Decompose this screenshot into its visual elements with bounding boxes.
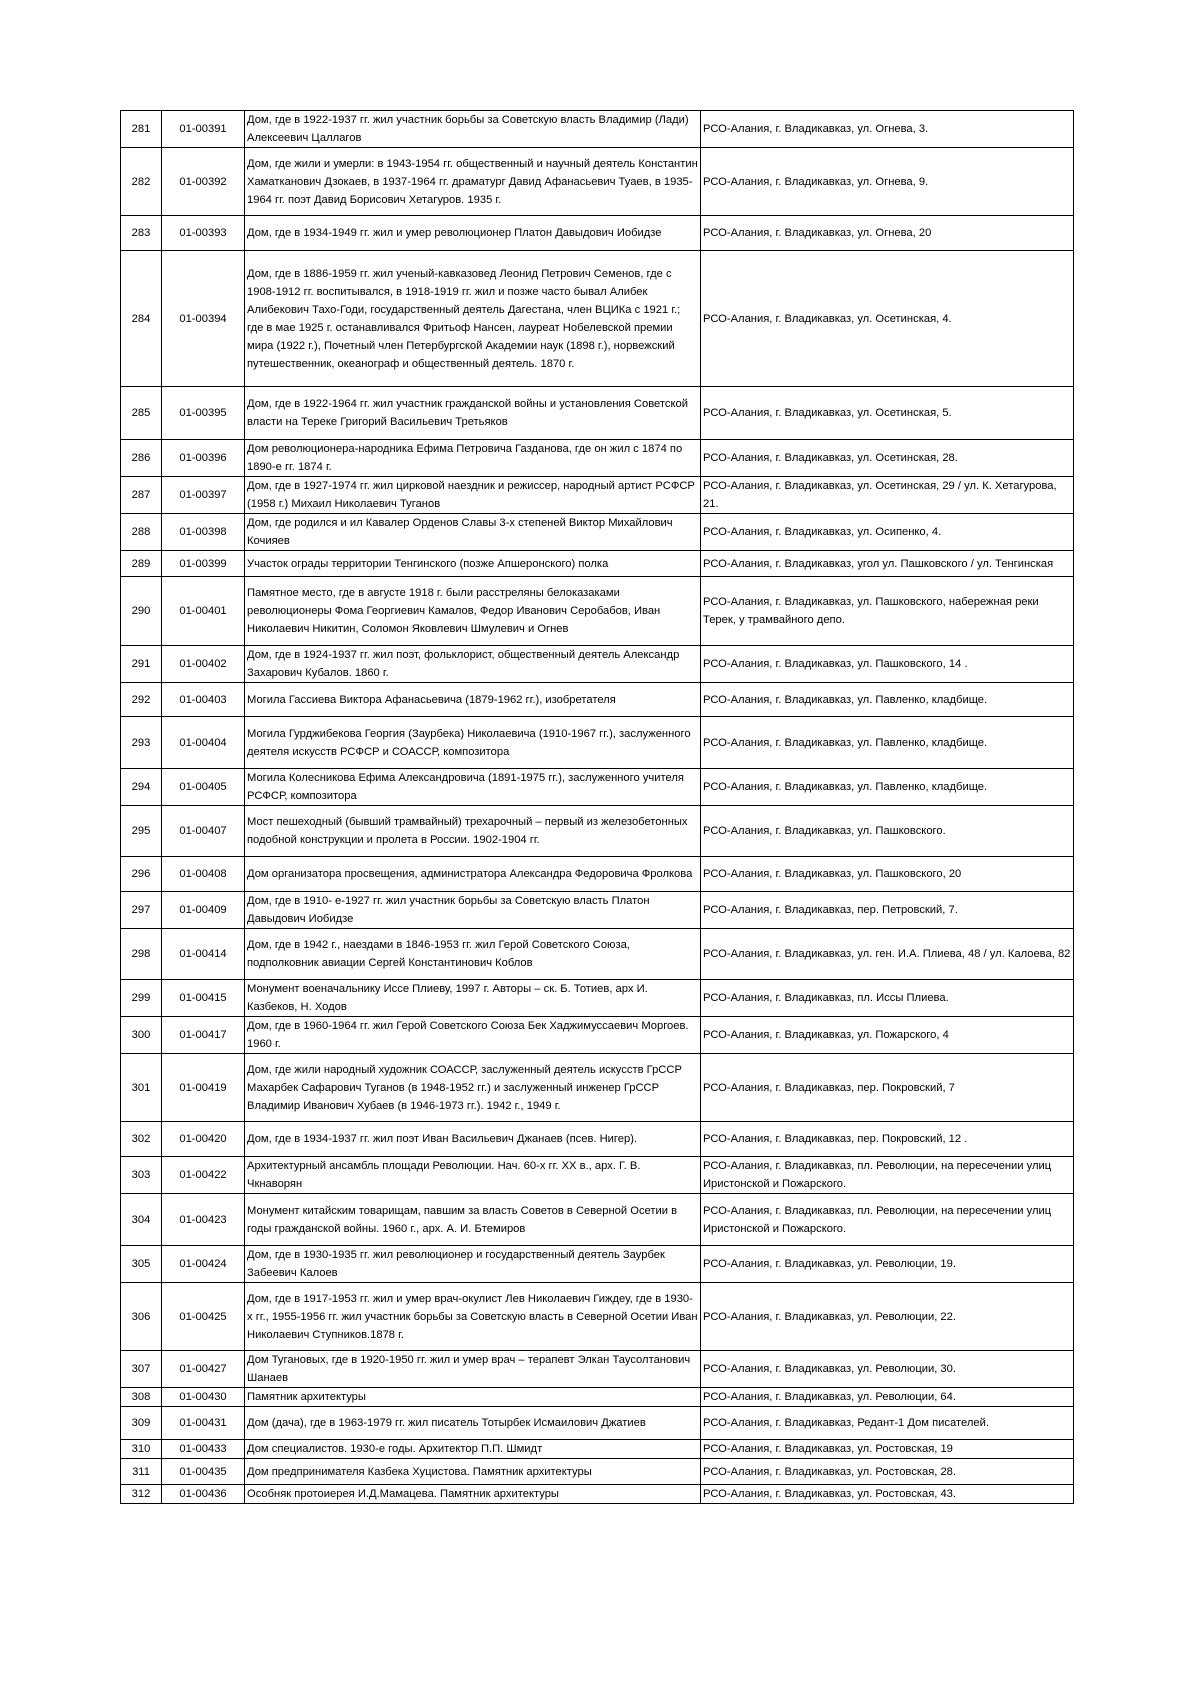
table-row — [121, 387, 1074, 440]
registry-code: 01-00403 — [162, 683, 245, 717]
table-row — [121, 1351, 1074, 1388]
row-number: 311 — [121, 1459, 162, 1485]
row-number: 302 — [121, 1122, 162, 1157]
object-address: РСО-Алания, г. Владикавказ, ул. Павленко, кладбище. — [701, 717, 1074, 769]
registry-code: 01-00424 — [162, 1246, 245, 1283]
object-address: РСО-Алания, г. Владикавказ, ул. Ростовская, 19 — [701, 1440, 1074, 1459]
registry-code: 01-00415 — [162, 980, 245, 1017]
registry-code: 01-00405 — [162, 769, 245, 806]
row-number: 307 — [121, 1351, 162, 1388]
table-row — [121, 477, 1074, 514]
registry-code: 01-00414 — [162, 929, 245, 980]
object-address: РСО-Алания, г. Владикавказ, ул. Пашковского, 14 . — [701, 646, 1074, 683]
object-name: Памятник архитектуры — [245, 1388, 701, 1407]
object-name: Дом революционера-народника Ефима Петровича Газданова, где он жил с 1874 по 1890-е гг. 1874 г. — [245, 440, 701, 477]
table-row — [121, 892, 1074, 929]
object-name: Дом, где в 1934-1949 гг. жил и умер революционер Платон Давыдович Иобидзе — [245, 216, 701, 251]
object-name: Дом, где жили и умерли: в 1943-1954 гг. общественный и научный деятель Константин Хаматканович Дзокаев, в 1937-1964 гг. драматург Давид Афанасьевич Туаев, в 1935-1964 гг. поэт Давид Борисович Хетагуров. 1935 г. — [245, 148, 701, 216]
object-address: РСО-Алания, г. Владикавказ, ул. Революции, 64. — [701, 1388, 1074, 1407]
table-row — [121, 216, 1074, 251]
table-row — [121, 440, 1074, 477]
registry-code: 01-00408 — [162, 857, 245, 892]
object-name: Могила Гурджибекова Георгия (Заурбека) Николаевича (1910-1967 гг.), заслуженного деятеля искусств РСФСР и СОАССР, композитора — [245, 717, 701, 769]
registry-code: 01-00436 — [162, 1485, 245, 1504]
registry-code: 01-00423 — [162, 1194, 245, 1246]
registry-code: 01-00396 — [162, 440, 245, 477]
object-address: РСО-Алания, г. Владикавказ, угол ул. Пашковского / ул. Тенгинская — [701, 551, 1074, 577]
object-name: Мост пешеходный (бывший трамвайный) трехарочный – первый из железобетонных подобной конструкции и пролета в России. 1902-1904 гг. — [245, 806, 701, 857]
object-name: Дом, где в 1927-1974 гг. жил цирковой наездник и режиссер, народный артист РСФСР (1958 г.) Михаил Николаевич Туганов — [245, 477, 701, 514]
table-row — [121, 1407, 1074, 1440]
object-name: Дом, где в 1922-1937 гг. жил участник борьбы за Советскую власть Владимир (Лади) Алексеевич Цаллагов — [245, 111, 701, 148]
row-number: 296 — [121, 857, 162, 892]
table-row — [121, 806, 1074, 857]
object-address: РСО-Алания, г. Владикавказ, ул. Огнева, 20 — [701, 216, 1074, 251]
table-row — [121, 514, 1074, 551]
registry-code: 01-00404 — [162, 717, 245, 769]
table-row — [121, 1054, 1074, 1122]
registry-code: 01-00431 — [162, 1407, 245, 1440]
row-number: 310 — [121, 1440, 162, 1459]
table-row — [121, 111, 1074, 148]
object-name: Могила Колесникова Ефима Александровича (1891-1975 гг.), заслуженного учителя РСФСР, композитора — [245, 769, 701, 806]
row-number: 309 — [121, 1407, 162, 1440]
table-row — [121, 1122, 1074, 1157]
registry-code: 01-00409 — [162, 892, 245, 929]
row-number: 299 — [121, 980, 162, 1017]
table-row — [121, 717, 1074, 769]
object-name: Архитектурный ансамбль площади Революции. Нач. 60-х гг. XX в., арх. Г. В. Чкнаворян — [245, 1157, 701, 1194]
registry-code: 01-00425 — [162, 1283, 245, 1351]
table-row — [121, 929, 1074, 980]
object-address: РСО-Алания, г. Владикавказ, ул. Пашковского, 20 — [701, 857, 1074, 892]
registry-code: 01-00419 — [162, 1054, 245, 1122]
object-name: Дом, где жили народный художник СОАССР, заслуженный деятель искусств ГрССР Махарбек Сафарович Туганов (в 1948-1952 гг.) и заслуженный инженер ГрССР Владимир Иванович Хубаев (в 1946-1973 гг.). 1942 г., 1949 г. — [245, 1054, 701, 1122]
row-number: 312 — [121, 1485, 162, 1504]
object-address: РСО-Алания, г. Владикавказ, ул. Огнева, 9. — [701, 148, 1074, 216]
table-row — [121, 646, 1074, 683]
row-number: 284 — [121, 251, 162, 387]
row-number: 290 — [121, 577, 162, 646]
row-number: 295 — [121, 806, 162, 857]
object-address: РСО-Алания, г. Владикавказ, ул. Пожарского, 4 — [701, 1017, 1074, 1054]
row-number: 291 — [121, 646, 162, 683]
object-address: РСО-Алания, г. Владикавказ, пл. Революции, на пересечении улиц Иристонской и Пожарского. — [701, 1157, 1074, 1194]
object-address: РСО-Алания, г. Владикавказ, Редант-1 Дом писателей. — [701, 1407, 1074, 1440]
table-row — [121, 980, 1074, 1017]
table-row — [121, 857, 1074, 892]
row-number: 297 — [121, 892, 162, 929]
object-name: Дом, где в 1942 г., наездами в 1846-1953 гг. жил Герой Советского Союза, подполковник авиации Сергей Константинович Коблов — [245, 929, 701, 980]
object-address: РСО-Алания, г. Владикавказ, ул. Революции, 19. — [701, 1246, 1074, 1283]
table-row — [121, 577, 1074, 646]
object-name: Дом, где в 1910- е-1927 гг. жил участник борьбы за Советскую власть Платон Давыдович Иобидзе — [245, 892, 701, 929]
table-row — [121, 769, 1074, 806]
object-address: РСО-Алания, г. Владикавказ, ул. Революции, 22. — [701, 1283, 1074, 1351]
registry-code: 01-00393 — [162, 216, 245, 251]
registry-code: 01-00399 — [162, 551, 245, 577]
object-name: Дом организатора просвещения, администратора Александра Федоровича Фролкова — [245, 857, 701, 892]
object-address: РСО-Алания, г. Владикавказ, ул. Осетинская, 5. — [701, 387, 1074, 440]
object-name: Монумент военачальнику Иссе Плиеву, 1997 г. Авторы – ск. Б. Тотиев, арх И. Казбеков, Н. Ходов — [245, 980, 701, 1017]
object-address: РСО-Алания, г. Владикавказ, пл. Революции, на пересечении улиц Иристонской и Пожарского. — [701, 1194, 1074, 1246]
row-number: 304 — [121, 1194, 162, 1246]
object-address: РСО-Алания, г. Владикавказ, ул. Огнева, 3. — [701, 111, 1074, 148]
object-name: Участок ограды территории Тенгинского (позже Апшеронского) полка — [245, 551, 701, 577]
registry-code: 01-00407 — [162, 806, 245, 857]
object-name: Особняк протоиерея И.Д.Мамацева. Памятник архитектуры — [245, 1485, 701, 1504]
object-name: Дом, где в 1917-1953 гг. жил и умер врач-окулист Лев Николаевич Гиждеу, где в 1930-х гг., 1955-1956 гг. жил участник борьбы за Советскую власть в Северной Осетии Иван Николаевич Ступников.1878 г. — [245, 1283, 701, 1351]
row-number: 293 — [121, 717, 162, 769]
registry-code: 01-00420 — [162, 1122, 245, 1157]
row-number: 286 — [121, 440, 162, 477]
object-name: Дом предпринимателя Казбека Хуцистова. Памятник архитектуры — [245, 1459, 701, 1485]
document-page — [120, 110, 1074, 1504]
heritage-registry-table — [120, 110, 1074, 1504]
row-number: 288 — [121, 514, 162, 551]
registry-code: 01-00395 — [162, 387, 245, 440]
object-address: РСО-Алания, г. Владикавказ, ул. Революции, 30. — [701, 1351, 1074, 1388]
object-name: Дом специалистов. 1930-е годы. Архитектор П.П. Шмидт — [245, 1440, 701, 1459]
table-row — [121, 148, 1074, 216]
registry-code: 01-00391 — [162, 111, 245, 148]
object-address: РСО-Алания, г. Владикавказ, ул. Ростовская, 28. — [701, 1459, 1074, 1485]
table-row — [121, 1283, 1074, 1351]
row-number: 281 — [121, 111, 162, 148]
row-number: 303 — [121, 1157, 162, 1194]
object-name: Дом, где родился и ил Кавалер Орденов Славы 3-х степеней Виктор Михайлович Кочияев — [245, 514, 701, 551]
table-row — [121, 1157, 1074, 1194]
registry-code: 01-00398 — [162, 514, 245, 551]
registry-code: 01-00430 — [162, 1388, 245, 1407]
row-number: 300 — [121, 1017, 162, 1054]
row-number: 301 — [121, 1054, 162, 1122]
registry-code: 01-00394 — [162, 251, 245, 387]
object-name: Дом, где в 1922-1964 гг. жил участник гражданской войны и установления Советской власти на Тереке Григорий Васильевич Третьяков — [245, 387, 701, 440]
row-number: 294 — [121, 769, 162, 806]
table-row — [121, 1017, 1074, 1054]
row-number: 308 — [121, 1388, 162, 1407]
row-number: 289 — [121, 551, 162, 577]
row-number: 283 — [121, 216, 162, 251]
row-number: 292 — [121, 683, 162, 717]
registry-code: 01-00402 — [162, 646, 245, 683]
object-name: Дом (дача), где в 1963-1979 гг. жил писатель Тотырбек Исмаилович Джатиев — [245, 1407, 701, 1440]
table-row — [121, 683, 1074, 717]
object-name: Дом, где в 1934-1937 гг. жил поэт Иван Васильевич Джанаев (псев. Нигер). — [245, 1122, 701, 1157]
row-number: 287 — [121, 477, 162, 514]
table-row — [121, 1459, 1074, 1485]
table-row — [121, 551, 1074, 577]
object-name: Памятное место, где в августе 1918 г. были расстреляны белоказаками революционеры Фома Георгиевич Камалов, Федор Иванович Серобабов, Иван Николаевич Никитин, Соломон Яковлевич Шмулевич и Огнев — [245, 577, 701, 646]
object-address: РСО-Алания, г. Владикавказ, ул. Осетинская, 28. — [701, 440, 1074, 477]
object-name: Дом, где в 1924-1937 гг. жил поэт, фольклорист, общественный деятель Александр Захарович Кубалов. 1860 г. — [245, 646, 701, 683]
registry-code: 01-00433 — [162, 1440, 245, 1459]
object-name: Дом, где в 1960-1964 гг. жил Герой Советского Союза Бек Хаджимуссаевич Моргоев. 1960 г. — [245, 1017, 701, 1054]
object-name: Дом, где в 1886-1959 гг. жил ученый-кавказовед Леонид Петрович Семенов, где с 1908-1912 гг. воспитывался, в 1918-1919 гг. жил и позже часто бывал Алибек Алибекович Тахо-Годи, государственный деятель Дагестана, член ВЦИКа с 1921 г.; где в мае 1925 г. останавливался Фритьоф Нансен, лауреат Нобелевской премии мира (1922 г.), Почетный член Петербургской Академии наук (1898 г.), норвежский путешественник, океанограф и общественный деятель. 1870 г. — [245, 251, 701, 387]
table-row — [121, 1388, 1074, 1407]
object-address: РСО-Алания, г. Владикавказ, ул. Осетинская, 29 / ул. К. Хетагурова, 21. — [701, 477, 1074, 514]
object-name: Могила Гассиева Виктора Афанасьевича (1879-1962 гг.), изобретателя — [245, 683, 701, 717]
object-name: Дом, где в 1930-1935 гг. жил революционер и государственный деятель Заурбек Забеевич Калоев — [245, 1246, 701, 1283]
registry-code: 01-00422 — [162, 1157, 245, 1194]
object-address: РСО-Алания, г. Владикавказ, пер. Покровский, 7 — [701, 1054, 1074, 1122]
registry-code: 01-00392 — [162, 148, 245, 216]
object-address: РСО-Алания, г. Владикавказ, ул. Осипенко, 4. — [701, 514, 1074, 551]
registry-code: 01-00417 — [162, 1017, 245, 1054]
registry-code: 01-00427 — [162, 1351, 245, 1388]
table-row — [121, 1194, 1074, 1246]
table-row — [121, 1440, 1074, 1459]
table-row — [121, 1485, 1074, 1504]
row-number: 285 — [121, 387, 162, 440]
object-name: Дом Тугановых, где в 1920-1950 гг. жил и умер врач – терапевт Элкан Таусолтанович Шанаев — [245, 1351, 701, 1388]
table-row — [121, 1246, 1074, 1283]
registry-code: 01-00397 — [162, 477, 245, 514]
object-address: РСО-Алания, г. Владикавказ, ул. Пашковского. — [701, 806, 1074, 857]
table-row — [121, 251, 1074, 387]
registry-code: 01-00435 — [162, 1459, 245, 1485]
object-address: РСО-Алания, г. Владикавказ, пл. Иссы Плиева. — [701, 980, 1074, 1017]
object-name: Монумент китайским товарищам, павшим за власть Советов в Северной Осетии в годы гражданской войны. 1960 г., арх. А. И. Бтемиров — [245, 1194, 701, 1246]
object-address: РСО-Алания, г. Владикавказ, ул. Осетинская, 4. — [701, 251, 1074, 387]
table-body — [121, 111, 1074, 1504]
row-number: 298 — [121, 929, 162, 980]
registry-code: 01-00401 — [162, 577, 245, 646]
object-address: РСО-Алания, г. Владикавказ, ул. Павленко, кладбище. — [701, 769, 1074, 806]
object-address: РСО-Алания, г. Владикавказ, пер. Покровский, 12 . — [701, 1122, 1074, 1157]
object-address: РСО-Алания, г. Владикавказ, ул. Ростовская, 43. — [701, 1485, 1074, 1504]
object-address: РСО-Алания, г. Владикавказ, ул. Павленко, кладбище. — [701, 683, 1074, 717]
object-address: РСО-Алания, г. Владикавказ, ул. ген. И.А. Плиева, 48 / ул. Калоева, 82 — [701, 929, 1074, 980]
row-number: 306 — [121, 1283, 162, 1351]
object-address: РСО-Алания, г. Владикавказ, пер. Петровский, 7. — [701, 892, 1074, 929]
object-address: РСО-Алания, г. Владикавказ, ул. Пашковского, набережная реки Терек, у трамвайного депо. — [701, 577, 1074, 646]
row-number: 282 — [121, 148, 162, 216]
row-number: 305 — [121, 1246, 162, 1283]
